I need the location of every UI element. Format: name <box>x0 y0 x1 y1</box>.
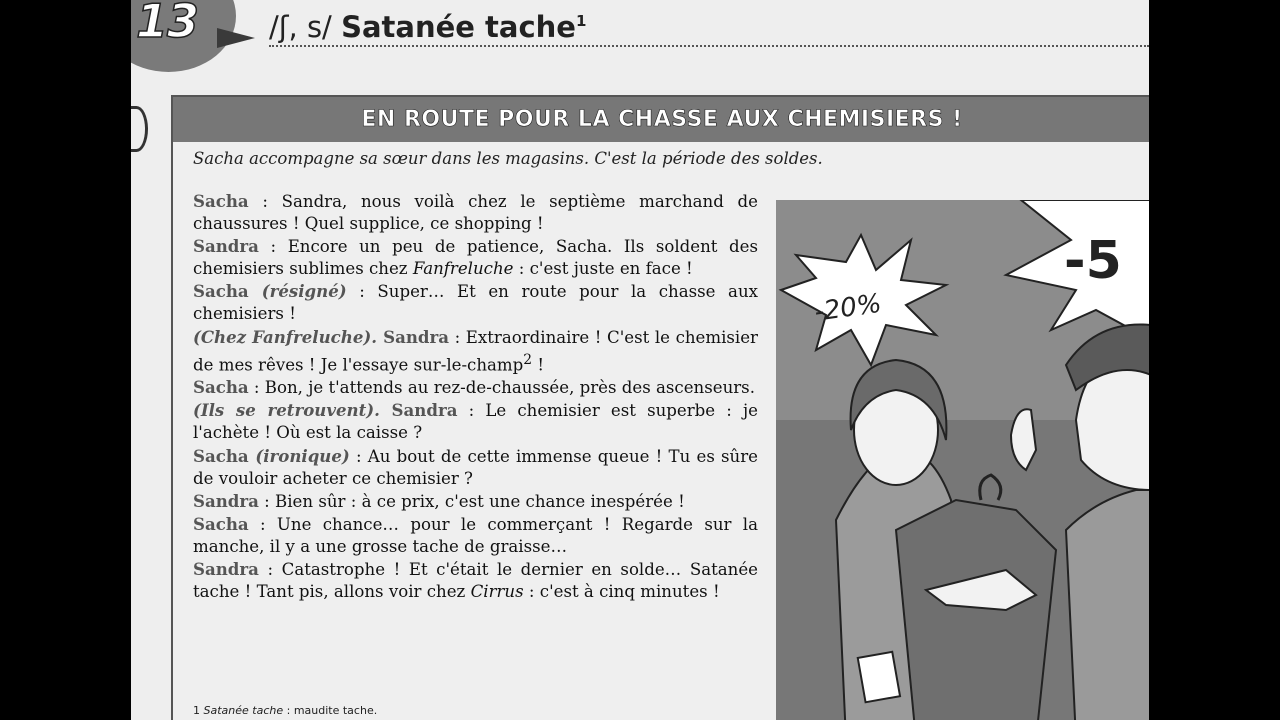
shop-name: Cirrus <box>470 582 524 602</box>
textbook-page <box>131 0 1149 720</box>
sale-sign-2-text: -5 <box>1064 231 1122 291</box>
dialogue-text-segment: : Bien sûr : à ce prix, c'est une chance inespérée ! <box>258 491 685 511</box>
shop-name: Fanfreluche <box>412 259 514 279</box>
speaker-name: Sacha <box>193 445 249 466</box>
page-title <box>269 10 586 44</box>
blouse <box>896 500 1056 720</box>
price-tag-icon <box>858 652 900 702</box>
dialogue-text-segment: : Catastrophe ! Et c'était le dernier en solde… Satanée tache ! Tant pis, allons voir chez <box>193 560 758 602</box>
dialogue-line <box>193 558 758 603</box>
title-footnote-marker: 1 <box>575 12 587 30</box>
dialogue-text-segment: : Encore un peu de patience, Sacha. Ils soldent des chemisiers sublimes chez <box>193 237 758 279</box>
chapter-number: 13 <box>136 0 199 48</box>
speaker-name: Sandra <box>193 559 259 580</box>
shopping-illustration <box>776 200 1149 720</box>
dialogue-line <box>193 490 758 513</box>
speaker-mood: (résigné) <box>248 281 347 302</box>
dialogue-text-segment: : Le chemisier est superbe : je l'achète ! Où est la caisse ? <box>193 401 758 443</box>
dialogue-line <box>193 513 758 558</box>
speaker-name: Sandra <box>193 490 259 511</box>
speaker-name: Sacha <box>193 513 249 534</box>
dialogue-text-segment: : c'est à cinq minutes ! <box>523 582 720 602</box>
title-divider <box>269 45 1149 47</box>
dialogue-line <box>193 190 758 235</box>
dialogue-line <box>193 445 758 490</box>
dialogue-text-segment: : Bon, je t'attends au rez-de-chaussée, près des ascenseurs. <box>248 378 755 398</box>
dialogue-text-segment: : Sandra, nous voilà chez le septième marchand de chaussures ! Quel supplice, ce shopping ! <box>193 192 758 234</box>
dialogue-box <box>171 95 1149 720</box>
speaker-name: Sandra <box>193 236 259 257</box>
dialogue-text-segment: : Au bout de cette immense queue ! Tu es sûre de vouloir acheter ce chemisier ? <box>193 446 758 488</box>
stage-direction: (Ils se retrouvent). <box>193 400 392 421</box>
title-phonetic: /ʃ, s/ <box>269 10 332 44</box>
dialogue-line <box>193 376 758 399</box>
intro-text: Sacha accompagne sa sœur dans les magasins. C'est la période des soldes. <box>193 149 823 168</box>
speaker-name: Sacha <box>193 191 249 211</box>
shopping-scene-drawing <box>776 200 1149 720</box>
section-header: EN ROUTE POUR LA CHASSE AUX CHEMISIERS ! <box>173 97 1149 142</box>
stage-direction: (Chez Fanfreluche). <box>193 326 384 347</box>
dialogue-line <box>193 399 758 444</box>
footnote-marker: 2 <box>523 351 533 368</box>
sale-sign-1-text: -20% <box>812 288 884 328</box>
dialogue-text <box>193 190 758 603</box>
dialogue-text-segment: : c'est juste en face ! <box>513 259 693 279</box>
speaker-name: Sandra <box>383 326 450 347</box>
dialogue-text-segment: : Extraordinaire ! C'est le chemisier de mes rêves ! Je l'essaye sur-le-champ <box>193 327 758 375</box>
dialogue-line <box>193 326 758 377</box>
speaker-name: Sacha <box>193 281 249 302</box>
dialogue-line <box>193 235 758 280</box>
speaker-mood: (ironique) <box>248 445 350 466</box>
dialogue-text-segment: : Une chance… pour le commerçant ! Regarde sur la manche, il y a une grosse tache de graisse… <box>193 514 758 556</box>
speaker-name: Sacha <box>193 377 249 398</box>
ear-icon <box>131 106 148 152</box>
footnote: 1 Satanée tache : maudite tache. <box>193 704 378 717</box>
dialogue-line <box>193 280 758 325</box>
dialogue-text-segment: : Super… Et en route pour la chasse aux chemisiers ! <box>193 282 758 324</box>
dialogue-text-segment: ! <box>532 355 545 375</box>
man-figure <box>1066 490 1149 720</box>
speaker-name: Sandra <box>391 400 458 421</box>
chapter-arrow-icon <box>217 28 255 48</box>
title-name: Satanée tache <box>341 10 576 44</box>
